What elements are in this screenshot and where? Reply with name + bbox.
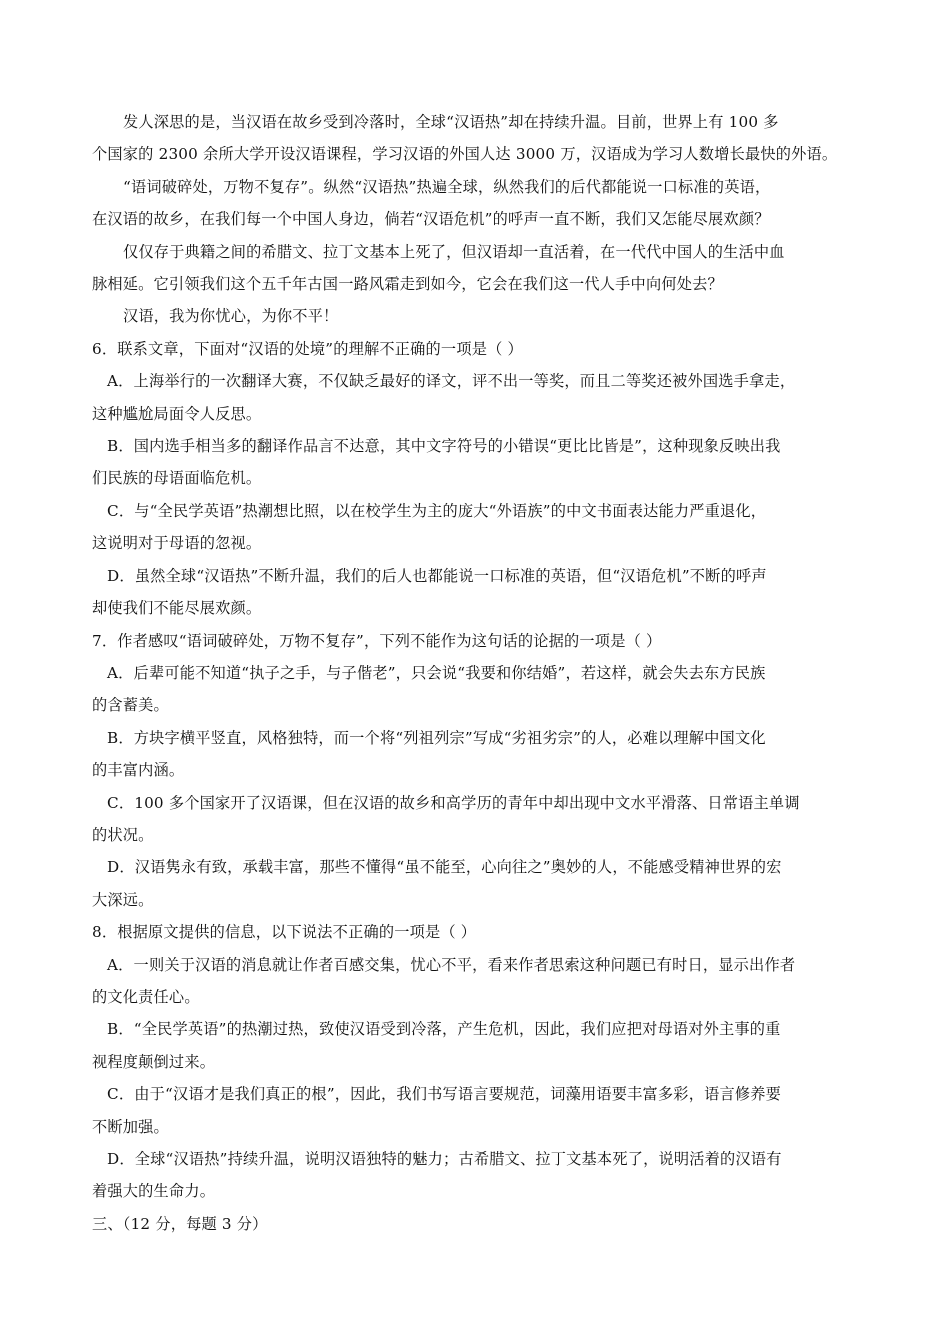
question-7-option-d: D．汉语隽永有致，承载丰富，那些不懂得“虽不能至，心向往之”奥妙的人，不能感受精神世界的宏 [107, 858, 782, 877]
question-7-option-a: A．后辈可能不知道“执子之手，与子偕老”，只会说“我要和你结婚”，若这样，就会失去东方民族 [107, 663, 766, 682]
question-6-option-a: A．上海举行的一次翻译大赛，不仅缺乏最好的译文，评不出一等奖，而且二等奖还被外国选手拿走， [107, 372, 796, 391]
question-6-option-c: C．与“全民学英语”热潮想比照，以在校学生为主的庞大“外语族”的中文书面表达能力严重退化， [107, 501, 767, 520]
question-7-option-c-cont: 的状况。 [92, 825, 154, 844]
passage-line: “语词破碎处，万物不复存”。纵然“汉语热”热遍全球，纵然我们的后代都能说一口标准的英语， [123, 177, 771, 196]
passage-line: 个国家的 2300 余所大学开设汉语课程，学习汉语的外国人达 3000 万，汉语成为学习人数增长最快的外语。 [92, 145, 838, 164]
question-8-option-b-cont: 视程度颠倒过来。 [92, 1052, 216, 1071]
question-6-option-d-cont: 却使我们不能尽展欢颜。 [92, 599, 262, 618]
question-6-option-c-cont: 这说明对于母语的忽视。 [92, 534, 262, 553]
question-7-option-d-cont: 大深远。 [92, 890, 154, 909]
question-6-option-a-cont: 这种尴尬局面令人反思。 [92, 404, 262, 423]
passage-line: 脉相延。它引领我们这个五千年古国一路风霜走到如今，它会在我们这一代人手中向何处去？ [92, 275, 723, 294]
document-page [92, 106, 862, 1240]
question-6-option-b: B．国内选手相当多的翻译作品言不达意，其中文字符号的小错误“更比比皆是”，这种现象反映出我 [107, 437, 781, 456]
question-8-option-b: B．“全民学英语”的热潮过热，致使汉语受到冷落，产生危机，因此，我们应把对母语对外主事的重 [107, 1020, 781, 1039]
passage-line: 发人深思的是，当汉语在故乡受到冷落时，全球“汉语热”却在持续升温。目前，世界上有 100 多 [123, 113, 779, 131]
question-8-option-c: C．由于“汉语才是我们真正的根”，因此，我们书写语言要规范，词藻用语要丰富多彩，语言修养要 [107, 1085, 782, 1104]
question-8-option-a-cont: 的文化责任心。 [92, 987, 200, 1006]
section-heading: 三、（12 分，每题 3 分） [92, 1214, 268, 1233]
question-8-stem: 8．根据原文提供的信息，以下说法不正确的一项是（ ） [92, 923, 477, 942]
question-7-option-b: B．方块字横平竖直，风格独特，而一个将“列祖列宗”写成“劣祖劣宗”的人，必难以理解中国文化 [107, 728, 766, 747]
question-7-option-a-cont: 的含蓄美。 [92, 696, 169, 715]
question-7-option-b-cont: 的丰富内涵。 [92, 761, 185, 780]
passage-line: 仅仅存于典籍之间的希腊文、拉丁文基本上死了，但汉语却一直活着，在一代代中国人的生活中血 [123, 242, 785, 261]
question-8-option-d-cont: 着强大的生命力。 [92, 1182, 216, 1201]
question-8-option-a: A．一则关于汉语的消息就让作者百感交集，忧心不平，看来作者思索这种问题已有时日，显示出作者 [107, 955, 796, 974]
question-8-option-c-cont: 不断加强。 [92, 1117, 169, 1136]
question-8-option-d: D．全球“汉语热”持续升温，说明汉语独特的魅力；古希腊文、拉丁文基本死了，说明活着的汉语有 [107, 1150, 782, 1168]
question-7-stem: 7．作者感叹“语词破碎处，万物不复存”，下列不能作为这句话的论据的一项是（ ） [92, 631, 662, 650]
question-6-option-d: D．虽然全球“汉语热”不断升温，我们的后人也都能说一口标准的英语，但“汉语危机”不断的呼声 [107, 566, 767, 585]
question-6-stem: 6．联系文章，下面对“汉语的处境”的理解不正确的一项是（ ） [92, 339, 523, 358]
question-7-option-c: C．100 多个国家开了汉语课，但在汉语的故乡和高学历的青年中却出现中文水平滑落、日常语主单调 [107, 793, 800, 812]
question-6-option-b-cont: 们民族的母语面临危机。 [92, 469, 262, 488]
passage-line: 在汉语的故乡，在我们每一个中国人身边，倘若“汉语危机”的呼声一直不断，我们又怎能尽展欢颜？ [92, 210, 770, 229]
passage-line: 汉语，我为你忧心，为你不平！ [123, 307, 339, 326]
